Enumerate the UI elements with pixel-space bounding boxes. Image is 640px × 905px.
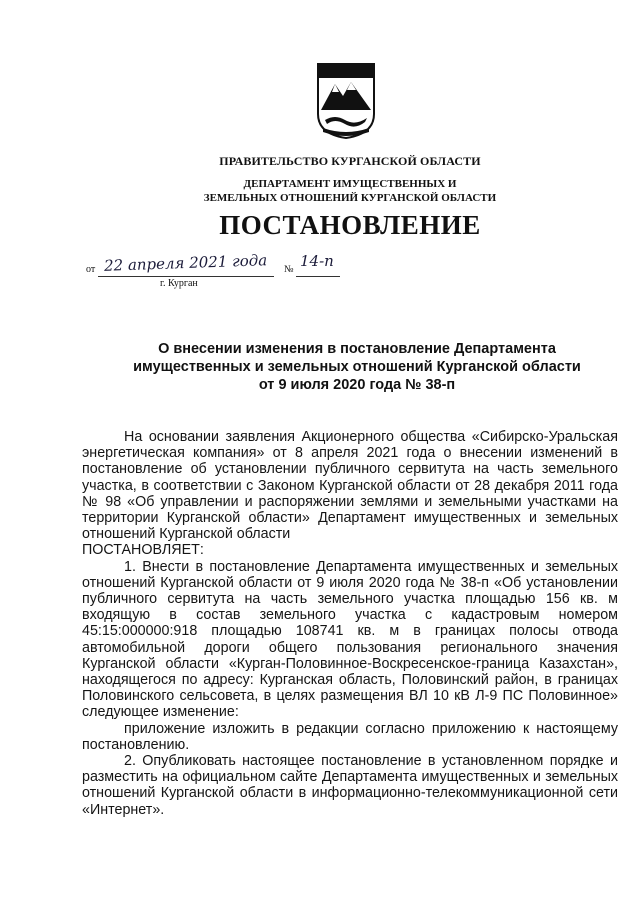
document-subject (80, 340, 634, 394)
coat-of-arms-icon (315, 62, 377, 140)
preamble-paragraph: На основании заявления Акционерного общества «Сибирско-Уральская энергетическая компания» от 8 апреля 2021 года о внесении изменений в постановление об установлении публичного сервитута на часть земельного участка, в соответствии с Законом Курганской области от 28 декабря 2011 года № 98 «Об управлении и распоряжении землями и земельными участками на территории Курганской области» Департамент имущественных и земельных отношений Курганской области (82, 429, 618, 543)
dateline (86, 252, 386, 282)
city-label: г. Курган (160, 278, 198, 289)
subject-line-1: О внесении изменения в постановление Департамента (158, 341, 556, 357)
date-from-label: от (86, 264, 96, 275)
subject-line-3: от 9 июля 2020 года № 38-п (258, 377, 456, 393)
department-line-2: ЗЕМЕЛЬНЫХ ОТНОШЕНИЙ КУРГАНСКОЙ ОБЛАСТИ (203, 192, 497, 204)
document-body (82, 429, 618, 818)
item-1-paragraph: 1. Внести в постановление Департамента имущественных и земельных отношений Курганской области от 9 июля 2020 года № 38-п «Об установлении публичного сервитута на часть земельного участка площадью 156 кв. м входящую в состав земельного участка с кадастровым номером 45:15:000000:918 площадью 108741 кв. м в границах полосы отвода автомобильной дороги общего пользования регионального значения Курганской области «Курган-Половинное-Воскресенское-граница Казахстан», находящегося по адресу: Курганская область, Половинский район, в границах Половинского сельсовета, в целях размещения ВЛ 10 кВ Л-9 ПС Половинное» следующее изменение: (82, 558, 618, 721)
decree-word: ПОСТАНОВЛЯЕТ: (82, 542, 204, 559)
number-underline (296, 276, 340, 277)
department-title (0, 177, 640, 205)
date-underline (98, 276, 274, 277)
subject-line-2: имущественных и земельных отношений Курганской области (133, 359, 581, 375)
coat-of-arms-emblem (315, 62, 377, 140)
handwritten-number: 14-п (300, 252, 334, 270)
handwritten-date: 22 апреля 2021 года (103, 251, 268, 275)
item-2-paragraph: 2. Опубликовать настоящее постановление в установленном порядке и разместить на официальном сайте Департамента имущественных и земельных отношений Курганской области в информационно-телекоммуникационной сети «Интернет». (82, 753, 618, 818)
item-1-sub-paragraph: приложение изложить в редакции согласно приложению к настоящему постановлению. (82, 720, 618, 753)
document-type: ПОСТАНОВЛЕНИЕ (219, 210, 481, 240)
number-label: № (284, 264, 294, 275)
department-line-1: ДЕПАРТАМЕНТ ИМУЩЕСТВЕННЫХ И (243, 178, 457, 190)
government-title: ПРАВИТЕЛЬСТВО КУРГАНСКОЙ ОБЛАСТИ (219, 154, 481, 168)
